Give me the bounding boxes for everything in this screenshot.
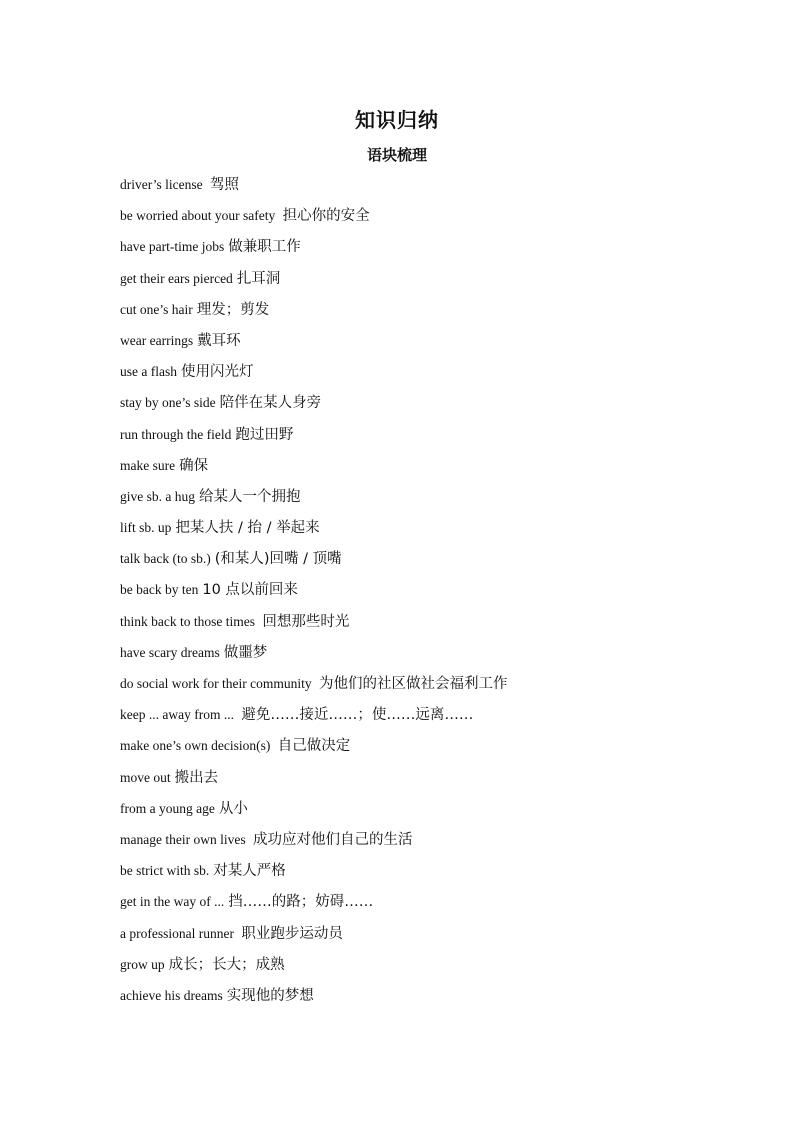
phrase-entry bbox=[120, 673, 507, 704]
phrase-chinese: 成功应对他们自己的生活 bbox=[252, 831, 413, 848]
phrase-entry bbox=[120, 860, 507, 891]
phrase-english: achieve his dreams bbox=[120, 987, 223, 1003]
phrase-entry bbox=[120, 642, 507, 673]
phrase-entry bbox=[120, 954, 507, 985]
phrase-entry bbox=[120, 735, 507, 766]
phrase-english: think back to those times bbox=[120, 613, 259, 629]
phrase-chinese: 驾照 bbox=[209, 177, 239, 193]
phrase-entry bbox=[120, 330, 507, 361]
phrase-english: wear earrings bbox=[120, 332, 194, 348]
phrase-entry bbox=[120, 891, 507, 922]
phrase-chinese: 给某人一个拥抱 bbox=[199, 488, 301, 505]
phrase-english: grow up bbox=[120, 956, 165, 972]
phrase-english: have part-time jobs bbox=[120, 239, 225, 255]
phrase-entry bbox=[120, 486, 507, 517]
phrase-english: stay by one’s side bbox=[120, 395, 216, 411]
phrase-entry bbox=[120, 829, 507, 860]
phrase-entry bbox=[120, 611, 507, 642]
phrase-english: keep ... away from ... bbox=[120, 707, 238, 723]
phrase-english: be back by ten bbox=[120, 582, 199, 598]
phrase-chinese: 对某人严格 bbox=[213, 863, 286, 880]
phrase-english: from a young age bbox=[120, 800, 215, 816]
phrase-entry bbox=[120, 455, 507, 486]
phrase-chinese: 跑过田野 bbox=[235, 426, 294, 443]
phrase-chinese: 确保 bbox=[179, 457, 209, 474]
phrase-chinese: 职业跑步运动员 bbox=[241, 925, 343, 942]
phrase-english: make sure bbox=[120, 457, 176, 473]
page-title: 知识归纳 bbox=[355, 108, 439, 132]
phrase-english: a professional runner bbox=[120, 925, 238, 941]
phrase-entry bbox=[120, 579, 507, 610]
phrase-english: be worried about your safety bbox=[120, 208, 279, 224]
phrase-entry bbox=[120, 268, 507, 299]
phrase-chinese: 做兼职工作 bbox=[228, 239, 301, 256]
phrase-english: run through the field bbox=[120, 426, 232, 442]
phrase-chinese: 避免……接近……；使……远离…… bbox=[241, 707, 474, 724]
phrase-chinese: 10 点以前回来 bbox=[202, 582, 298, 599]
phrase-english: make one’s own decision(s) bbox=[120, 738, 274, 754]
phrase-chinese: 戴耳环 bbox=[197, 332, 241, 349]
phrase-entry bbox=[120, 392, 507, 423]
phrase-chinese: 搬出去 bbox=[174, 769, 219, 786]
phrase-entry bbox=[120, 174, 507, 205]
section-subtitle: 语块梳理 bbox=[366, 146, 427, 164]
phrase-chinese: 挡……的路；妨碍…… bbox=[228, 894, 374, 911]
phrase-chinese: 从小 bbox=[218, 800, 248, 817]
phrase-chinese: 做噩梦 bbox=[223, 644, 268, 661]
phrase-chinese: (和某人)回嘴 / 顶嘴 bbox=[214, 551, 342, 568]
phrase-entry bbox=[120, 205, 507, 236]
phrase-entry bbox=[120, 704, 507, 735]
phrase-list bbox=[120, 174, 507, 1016]
phrase-chinese: 理发；剪发 bbox=[196, 301, 270, 318]
phrase-chinese: 成长；长大；成熟 bbox=[168, 956, 285, 973]
phrase-entry bbox=[120, 985, 507, 1016]
phrase-chinese: 实现他的梦想 bbox=[226, 987, 314, 1004]
phrase-english: lift sb. up bbox=[120, 520, 172, 536]
phrase-english: manage their own lives bbox=[120, 831, 249, 847]
phrase-entry bbox=[120, 798, 507, 829]
phrase-chinese: 担心你的安全 bbox=[282, 208, 370, 225]
phrase-english: driver’s license bbox=[120, 177, 206, 192]
phrase-chinese: 使用闪光灯 bbox=[180, 364, 254, 381]
phrase-english: be strict with sb. bbox=[120, 863, 210, 879]
phrase-entry bbox=[120, 361, 507, 392]
phrase-chinese: 陪伴在某人身旁 bbox=[219, 395, 322, 412]
phrase-entry bbox=[120, 517, 507, 548]
phrase-entry bbox=[120, 236, 507, 267]
phrase-english: use a flash bbox=[120, 364, 177, 380]
phrase-entry bbox=[120, 548, 507, 579]
phrase-chinese: 为他们的社区做社会福利工作 bbox=[318, 676, 508, 692]
phrase-chinese: 把某人扶 / 抬 / 举起来 bbox=[175, 520, 320, 537]
phrase-entry bbox=[120, 299, 507, 330]
phrase-entry bbox=[120, 923, 507, 954]
phrase-english: get their ears pierced bbox=[120, 270, 233, 286]
phrase-entry bbox=[120, 767, 507, 798]
phrase-entry bbox=[120, 424, 507, 455]
phrase-english: do social work for their community bbox=[120, 676, 315, 691]
phrase-english: talk back (to sb.) bbox=[120, 551, 211, 567]
phrase-chinese: 回想那些时光 bbox=[262, 613, 350, 630]
phrase-chinese: 自己做决定 bbox=[277, 738, 351, 755]
phrase-english: get in the way of ... bbox=[120, 894, 225, 910]
phrase-chinese: 扎耳洞 bbox=[236, 270, 281, 287]
phrase-english: move out bbox=[120, 769, 171, 785]
phrase-english: give sb. a hug bbox=[120, 488, 195, 504]
phrase-english: cut one’s hair bbox=[120, 301, 193, 317]
phrase-english: have scary dreams bbox=[120, 644, 220, 660]
